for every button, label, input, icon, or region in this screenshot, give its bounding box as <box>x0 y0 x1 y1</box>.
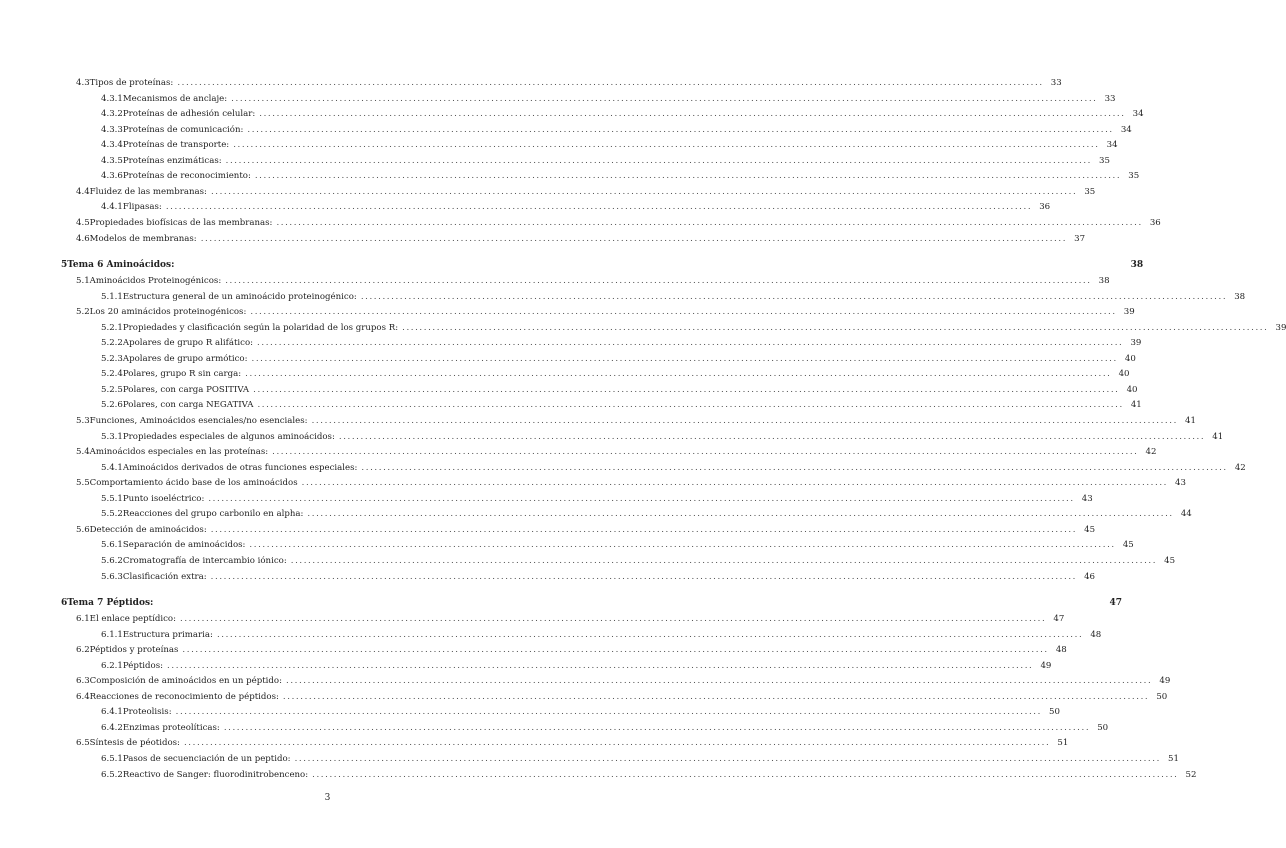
toc-leader-dots: ........................................................................................................................................................................................................ <box>290 555 1158 566</box>
toc-subsection[interactable] <box>101 399 1142 411</box>
toc-subsection[interactable] <box>101 155 1110 167</box>
toc-section[interactable] <box>76 477 1186 489</box>
toc-title: Apolares de grupo armótico: <box>122 353 248 364</box>
toc-page-number: 44 <box>1180 509 1192 520</box>
toc-page-number: 48 <box>1090 629 1102 640</box>
toc-page-number: 41 <box>1184 416 1196 426</box>
toc-subsection[interactable] <box>101 431 1224 443</box>
toc-page-number: 46 <box>1084 571 1096 582</box>
toc-number: 5.6.2 <box>101 555 123 566</box>
toc-page-number: 35 <box>1128 171 1140 182</box>
toc-title: Tema 7 Péptidos: <box>67 598 154 609</box>
toc-leader-dots: ........................................................................................................................................................................................................ <box>216 629 1084 640</box>
toc-page-number: 34 <box>1106 140 1118 151</box>
toc-title: Estructura primaria: <box>122 629 213 640</box>
toc-number: 5.2 <box>76 307 90 318</box>
toc-leader-dots: ........................................................................................................................................................................................................ <box>208 493 1075 504</box>
toc-subsection[interactable] <box>101 291 1246 303</box>
toc-leader-dots: ........................................................................................................................................................................................................ <box>167 660 1034 671</box>
toc-number: 4.3.3 <box>101 124 123 135</box>
toc-number: 6.4 <box>76 691 90 702</box>
toc-subsection[interactable] <box>101 706 1060 718</box>
toc-page-number: 45 <box>1084 524 1096 535</box>
toc-page-number: 38 <box>1130 260 1144 271</box>
toc-title: Aminoácidos especiales en las proteínas: <box>89 447 269 458</box>
toc-number: 6.5.2 <box>101 769 123 780</box>
toc-number: 4.3.6 <box>101 171 123 182</box>
toc-title: Polares, con carga NEGATIVA <box>122 400 254 411</box>
toc-subsection[interactable] <box>101 108 1144 120</box>
toc-section[interactable] <box>76 524 1096 536</box>
toc-number: 5.1 <box>76 276 90 287</box>
toc-title: Punto isoeléctrico: <box>122 493 205 504</box>
toc-title: Proteínas de transporte: <box>122 140 230 151</box>
toc-subsection[interactable] <box>101 753 1179 765</box>
toc-leader-dots: ........................................................................................................................................................................................................ <box>402 322 1269 333</box>
toc-subsection[interactable] <box>101 322 1286 334</box>
toc-chapter[interactable] <box>61 597 1123 609</box>
toc-leader-dots: ........................................................................................................................................................................................................ <box>210 186 1078 197</box>
toc-subsection[interactable] <box>101 660 1052 672</box>
toc-leader-dots: ........................................................................................................................................................................................................ <box>231 93 1098 104</box>
toc-section[interactable] <box>76 233 1086 245</box>
toc-subsection[interactable] <box>101 769 1197 781</box>
toc-number: 5.1.1 <box>101 291 123 302</box>
toc-title: Polares, grupo R sin carga: <box>122 369 242 380</box>
toc-number: 4.3.2 <box>101 109 123 120</box>
toc-leader-dots: ........................................................................................................................................................................................................ <box>250 307 1117 318</box>
toc-leader-dots: ........................................................................................................................................................................................................ <box>225 155 1092 166</box>
toc-number: 5.2.3 <box>101 353 123 364</box>
toc-page-number: 37 <box>1074 233 1086 244</box>
toc-subsection[interactable] <box>101 368 1130 380</box>
toc-title: Propiedades y clasificación según la polaridad de los grupos R: <box>122 322 399 333</box>
toc-number: 5.2.1 <box>101 322 123 333</box>
toc-number: 5.5.2 <box>101 509 123 520</box>
toc-number: 4.6 <box>76 233 90 244</box>
toc-subsection[interactable] <box>101 722 1109 734</box>
toc-leader-dots: ........................................................................................................................................................................................................ <box>251 353 1118 364</box>
toc-leader-dots: ........................................................................................................................................................................................................ <box>183 738 1051 749</box>
toc-section[interactable] <box>76 186 1096 198</box>
toc-page-number: 51 <box>1167 754 1179 764</box>
toc-subsection[interactable] <box>101 93 1116 105</box>
toc-leader-dots: ........................................................................................................................................................................................................ <box>294 754 1161 764</box>
toc-subsection[interactable] <box>101 555 1176 567</box>
toc-page-number: 43 <box>1081 493 1093 504</box>
toc-title: Apolares de grupo R alifático: <box>122 338 254 349</box>
toc-subsection[interactable] <box>101 508 1192 520</box>
toc-leader-dots: ........................................................................................................................................................................................................ <box>272 447 1139 458</box>
toc-section[interactable] <box>76 275 1110 287</box>
toc-number: 6.5 <box>76 738 90 749</box>
toc-leader-dots: ........................................................................................................................................................................................................ <box>259 109 1126 120</box>
toc-section[interactable] <box>76 77 1062 89</box>
toc-number: 5.6.3 <box>101 571 123 582</box>
toc-title: Modelos de membranas: <box>89 233 197 244</box>
toc-leader-dots: ........................................................................................................................................................................................................ <box>257 338 1124 349</box>
toc-leader-dots: ........................................................................................................................................................................................................ <box>257 400 1124 411</box>
toc-section[interactable] <box>76 644 1067 656</box>
toc-number: 6.1 <box>76 614 90 625</box>
toc-page-number: 45 <box>1122 540 1134 551</box>
toc-subsection[interactable] <box>101 353 1136 365</box>
toc-page-number: 35 <box>1099 155 1110 166</box>
toc-leader-dots: ........................................................................................................................................................................................................ <box>182 645 1049 656</box>
toc-leader-dots: ........................................................................................................................................................................................................ <box>175 707 1042 718</box>
toc-number: 4.3.1 <box>101 93 123 104</box>
toc-page-number: 52 <box>1185 769 1197 780</box>
toc-number: 4.3.5 <box>101 155 123 166</box>
toc-number: 5 <box>61 260 68 271</box>
toc-leader-dots: ........................................................................................................................................................................................................ <box>223 722 1091 733</box>
toc-title: Proteolisis: <box>122 707 172 718</box>
toc-title: Composición de aminoácidos en un péptido: <box>89 676 282 687</box>
toc-subsection[interactable] <box>101 571 1096 583</box>
toc-page-number: 39 <box>1130 338 1142 349</box>
toc-page-number: 51 <box>1057 738 1069 749</box>
toc-leader-dots: ........................................................................................................................................................................................................ <box>301 478 1168 489</box>
toc-number: 5.2.2 <box>101 338 123 349</box>
toc-section[interactable] <box>76 675 1171 687</box>
toc-page-number: 42 <box>1145 447 1157 458</box>
toc-number: 5.4 <box>76 447 90 458</box>
toc-leader-dots: ........................................................................................................................................................................................................ <box>312 769 1179 780</box>
toc-number: 4.4.1 <box>101 202 123 213</box>
toc-number: 5.2.5 <box>101 384 123 395</box>
toc-leader-dots: ........................................................................................................................................................................................................ <box>311 416 1178 426</box>
toc-leader-dots: ........................................................................................................................................................................................................ <box>361 462 1228 473</box>
toc-section[interactable] <box>76 415 1196 427</box>
toc-number: 6.4.2 <box>101 722 123 733</box>
toc-number: 6.2 <box>76 645 90 656</box>
toc-number: 4.3 <box>76 78 90 88</box>
toc-number: 5.5 <box>76 478 90 489</box>
toc-page-number: 38 <box>1234 291 1246 302</box>
toc-leader-dots: ........................................................................................................................................................................................................ <box>254 171 1122 182</box>
toc-page-number: 47 <box>1053 614 1065 625</box>
toc-number: 5.6.1 <box>101 540 123 551</box>
toc-page-number: 49 <box>1159 676 1171 687</box>
toc-leader-dots: ........................................................................................................................................................................................................ <box>165 202 1033 213</box>
toc-subsection[interactable] <box>101 629 1102 641</box>
toc-leader-dots: ........................................................................................................................................................................................................ <box>285 676 1153 687</box>
toc-number: 6.2.1 <box>101 660 123 671</box>
toc-title: Proteínas de comunicación: <box>122 124 244 135</box>
toc-title: Síntesis de péotidos: <box>89 738 180 749</box>
toc-title: Detección de aminoácidos: <box>89 524 207 535</box>
toc-title: Polares, con carga POSITIVA <box>122 384 250 395</box>
toc-subsection[interactable] <box>101 462 1246 474</box>
toc-leader-dots: ........................................................................................................................................................................................................ <box>200 233 1068 244</box>
toc-page-number: 41 <box>1130 400 1142 411</box>
toc-number: 4.5 <box>76 217 90 228</box>
toc-page-number: 39 <box>1123 307 1135 318</box>
toc-page-number: 35 <box>1084 186 1096 197</box>
toc-title: Clasificación extra: <box>122 571 207 582</box>
toc-section[interactable] <box>76 737 1069 749</box>
toc-page-number: 49 <box>1040 660 1052 671</box>
toc-number: 6.3 <box>76 676 90 687</box>
toc-page-number: 40 <box>1118 369 1130 380</box>
page-number: 3 <box>324 793 331 803</box>
toc-subsection[interactable] <box>101 384 1138 396</box>
toc-leader-dots: ........................................................................................................................................................................................................ <box>276 217 1143 228</box>
toc-page-number: 34 <box>1132 109 1144 120</box>
toc-number: 5.2.4 <box>101 369 123 380</box>
toc-page-number: 50 <box>1049 707 1060 718</box>
toc-page-number: 50 <box>1156 691 1168 702</box>
toc-subsection[interactable] <box>101 139 1118 151</box>
toc-leader-dots: ........................................................................................................................................................................................................ <box>282 691 1150 702</box>
toc-title: Reactivo de Sanger: fluorodinitrobenceno: <box>122 769 309 780</box>
toc-title: Tema 6 Aminoácidos: <box>67 260 175 271</box>
toc-leader-dots: ........................................................................................................................................................................................................ <box>360 291 1228 302</box>
toc-page-number: 48 <box>1055 645 1067 656</box>
toc-title: Estructura general de un aminoácido proteinogénico: <box>122 291 357 302</box>
toc-title: Péptidos y proteínas <box>89 645 179 656</box>
toc-page-number: 43 <box>1175 478 1186 489</box>
toc-page-number: 36 <box>1039 202 1051 213</box>
toc-title: Funciones, Aminoácidos esenciales/no esenciales: <box>89 416 308 426</box>
toc-leader-dots: ........................................................................................................................................................................................................ <box>233 140 1100 151</box>
toc-leader-dots: ........................................................................................................................................................................................................ <box>247 124 1114 135</box>
toc-title: Fluidez de las membranas: <box>89 186 207 197</box>
toc-page-number: 39 <box>1275 322 1286 333</box>
toc-subsection[interactable] <box>101 539 1134 551</box>
toc-subsection[interactable] <box>101 337 1142 349</box>
toc-title: Proteínas de reconocimiento: <box>122 171 251 182</box>
toc-title: Proteínas de adhesión celular: <box>122 109 256 120</box>
toc-page-number: 45 <box>1164 555 1176 566</box>
toc-title: Los 20 aminácidos proteinogénicos: <box>89 307 247 318</box>
toc-page-number: 47 <box>1109 598 1123 609</box>
toc-number: 5.3 <box>76 416 90 426</box>
toc-number: 4.3.4 <box>101 140 123 151</box>
toc-leader-dots: ........................................................................................................................................................................................................ <box>225 276 1092 287</box>
toc-number: 5.6 <box>76 524 90 535</box>
toc-section[interactable] <box>76 306 1135 318</box>
toc-title: El enlace peptídico: <box>89 614 176 625</box>
toc-subsection[interactable] <box>101 493 1093 505</box>
toc-page-number: 38 <box>1098 276 1110 287</box>
toc-page-number: 50 <box>1097 722 1109 733</box>
toc-number: 4.4 <box>76 186 90 197</box>
toc-page-number: 41 <box>1212 431 1224 442</box>
toc-page-number: 34 <box>1120 124 1132 135</box>
toc-title: Péptidos: <box>122 660 164 671</box>
toc-title: Propiedades especiales de algunos aminoácidos: <box>122 431 335 442</box>
toc-title: Aminoácidos derivados de otras funciones especiales: <box>122 462 358 473</box>
toc-number: 6.1.1 <box>101 629 123 640</box>
toc-subsection[interactable] <box>101 170 1140 182</box>
toc-number: 5.2.6 <box>101 400 123 411</box>
toc-number: 6 <box>61 598 68 609</box>
toc-page-number: 40 <box>1124 353 1136 364</box>
toc-page-number: 33 <box>1104 93 1116 104</box>
toc-title: Propiedades biofísicas de las membranas: <box>89 217 273 228</box>
toc-page-number: 40 <box>1126 384 1138 395</box>
toc-leader-dots: ........................................................................................................................................................................................................ <box>210 524 1078 535</box>
toc-number: 6.4.1 <box>101 707 123 718</box>
toc-title: Reacciones de reconocimiento de péptidos: <box>89 691 279 702</box>
toc-title: Tipos de proteínas: <box>89 78 174 88</box>
toc-number: 5.5.1 <box>101 493 123 504</box>
toc-leader-dots: ........................................................................................................................................................................................................ <box>210 571 1078 582</box>
toc-title: Proteínas enzimáticas: <box>122 155 222 166</box>
toc-title: Aminoácidos Proteinogénicos: <box>89 276 222 287</box>
toc-title: Reacciones del grupo carbonilo en alpha: <box>122 509 304 520</box>
toc-title: Separación de aminoácidos: <box>122 540 246 551</box>
toc-leader-dots: ........................................................................................................................................................................................................ <box>338 431 1206 442</box>
toc-leader-dots: ........................................................................................................................................................................................................ <box>179 614 1047 625</box>
toc-section[interactable] <box>76 446 1157 458</box>
toc-leader-dots: ........................................................................................................................................................................................................ <box>177 78 1044 88</box>
toc-title: Enzimas proteolíticas: <box>122 722 220 733</box>
toc-page-number: 36 <box>1149 217 1161 228</box>
toc-leader-dots: ........................................................................................................................................................................................................ <box>249 540 1116 551</box>
toc-subsection[interactable] <box>101 201 1051 213</box>
toc-leader-dots: ........................................................................................................................................................................................................ <box>253 384 1120 395</box>
toc-section[interactable] <box>76 691 1168 703</box>
toc-title: Mecanismos de anclaje: <box>122 93 228 104</box>
toc-number: 5.4.1 <box>101 462 123 473</box>
toc-section[interactable] <box>76 613 1065 625</box>
toc-section[interactable] <box>76 217 1161 229</box>
toc-subsection[interactable] <box>101 124 1132 136</box>
toc-title: Flipasas: <box>122 202 162 213</box>
toc-title: Comportamiento ácido base de los aminoácidos <box>89 478 298 489</box>
toc-leader-dots: ........................................................................................................................................................................................................ <box>245 369 1112 380</box>
toc-leader-dots: ........................................................................................................................................................................................................ <box>307 509 1174 520</box>
toc-title: Cromatografía de intercambio iónico: <box>122 555 287 566</box>
toc-chapter[interactable] <box>61 259 1144 271</box>
toc-number: 6.5.1 <box>101 754 123 764</box>
toc-number: 5.3.1 <box>101 431 123 442</box>
toc-page-number: 33 <box>1050 78 1062 88</box>
toc-title: Pasos de secuenciación de un peptido: <box>122 754 291 764</box>
toc-page-number: 42 <box>1234 462 1246 473</box>
